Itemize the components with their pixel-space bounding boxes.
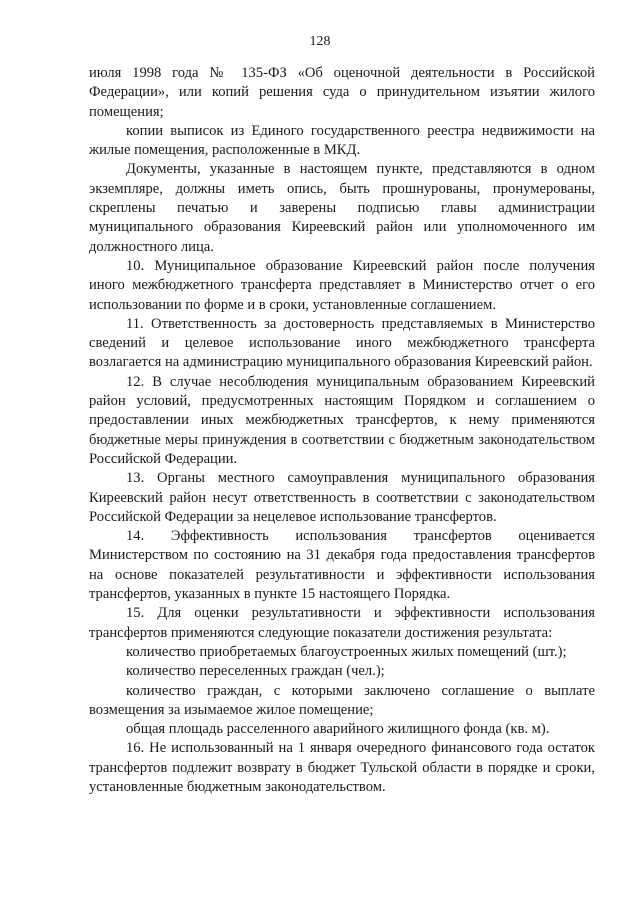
document-body [89, 64, 595, 797]
paragraph-12: 12. В случае несоблюдения муниципальным образованием Киреевский район условий, предусмотренных настоящим Порядком и соглашением о предоставлении иных межбюджетных трансфертов, к нему применяются бюджетные меры принуждения в соответствии с бюджетным законодательством Российской Федерации. [89, 373, 595, 467]
indicator-resettled-area: общая площадь расселенного аварийного жилищного фонда (кв. м). [126, 721, 550, 738]
paragraph-16: 16. Не использованный на 1 января очередного финансового года остаток трансфертов подлежит возврату в бюджет Тульской области в порядке и сроки, установленные бюджетным законодательством. [89, 740, 595, 795]
paragraph-10: 10. Муниципальное образование Киреевский район после получения иного межбюджетного трансферта представляет в Министерство отчет о его использовании по форме и в сроки, установленные соглашением. [89, 257, 595, 313]
paragraph-continuation: июля 1998 года № 135-ФЗ «Об оценочной деятельности в Российской Федерации», или копий решения суда о принудительном изъятии жилого помещения; [89, 65, 595, 120]
paragraph-egrn-extracts: копии выписок из Единого государственного реестра недвижимости на жилые помещения, расположенные в МКД. [89, 122, 595, 159]
indicator-compensation-agreements: количество граждан, с которыми заключено соглашение о выплате возмещения за изымаемое жилое помещение; [89, 682, 595, 718]
paragraph-14: 14. Эффективность использования трансфертов оценивается Министерством по состоянию на 31 декабря года предоставления трансфертов на основе показателей результативности и эффективности использования трансфертов, указанных в пункте 15 настоящего Порядка. [89, 528, 595, 603]
paragraph-11: 11. Ответственность за достоверность представляемых в Министерство сведений и целевое использование иного межбюджетного трансферта возлагается на администрацию муниципального образования Киреевский район. [89, 315, 595, 371]
paragraph-13: 13. Органы местного самоуправления муниципального образования Киреевский район несут ответственность в соответствии с законодательством Российской Федерации за нецелевое использование трансфертов. [89, 470, 595, 525]
indicator-housing-units: количество приобретаемых благоустроенных жилых помещений (шт.); [126, 643, 567, 660]
indicator-resettled-citizens: количество переселенных граждан (чел.); [126, 663, 385, 680]
paragraph-15: 15. Для оценки результативности и эффективности использования трансфертов применяются следующие показатели достижения результата: [89, 605, 595, 641]
page-number: 128 [309, 34, 331, 49]
paragraph-documents: Документы, указанные в настоящем пункте, представляются в одном экземпляре, должны иметь опись, быть прошнурованы, пронумерованы, скреплены печатью и заверены подписью главы администрации муниципального образования Киреевский район или уполномоченного им должностного лица. [89, 161, 595, 255]
